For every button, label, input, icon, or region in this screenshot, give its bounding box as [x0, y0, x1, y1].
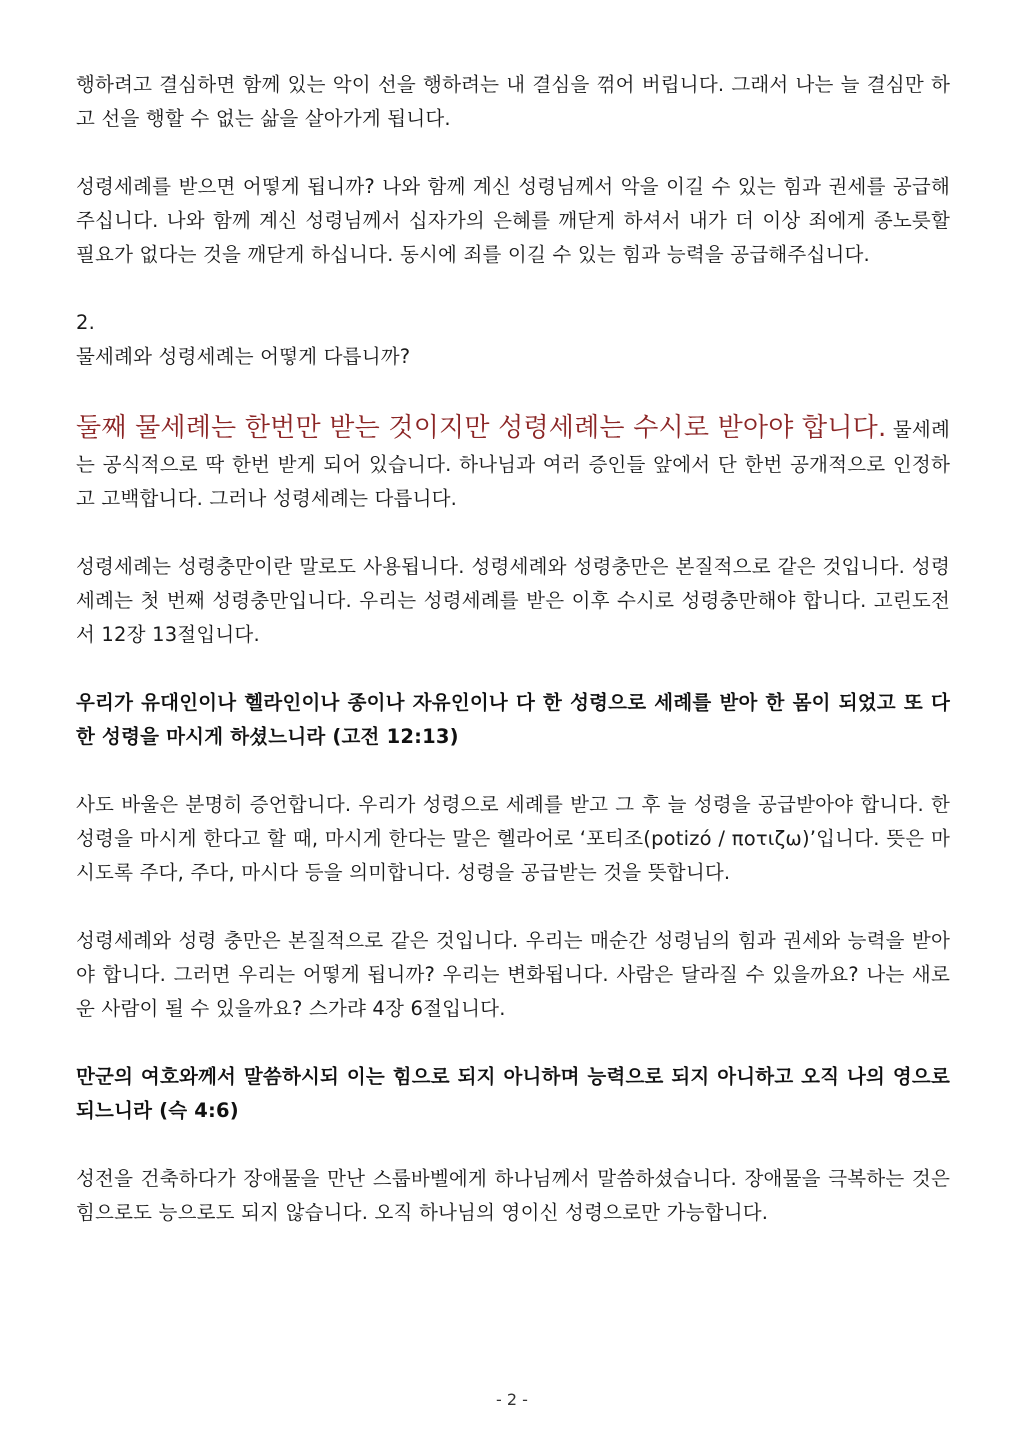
paragraph-3	[76, 408, 950, 516]
page-number: - 2 -	[496, 1390, 528, 1409]
paragraph-4: 성령세례는 성령충만이란 말로도 사용됩니다. 성령세례와 성령충만은 본질적으로 같은 것입니다. 성령세례는 첫 번째 성령충만입니다. 우리는 성령세례를 받은 이후 수시로 성령충만해야 합니다. 고린도전서 12장 13절입니다.	[76, 555, 950, 646]
section-number: 2.	[76, 311, 96, 334]
paragraph-2: 성령세례를 받으면 어떻게 됩니까? 나와 함께 계신 성령님께서 악을 이길 수 있는 힘과 권세를 공급해주십니다. 나와 함께 계신 성령님께서 십자가의 은혜를 깨닫게 하셔서 내가 더 이상 죄에게 종노릇할 필요가 없다는 것을 깨닫게 하십니다. 동시에 죄를 이길 수 있는 힘과 능력을 공급해주십니다.	[76, 175, 950, 266]
section-title: 물세례와 성령세례는 어떻게 다릅니까?	[76, 345, 411, 368]
lead-sentence: 둘째 물세례는 한번만 받는 것이지만 성령세례는 수시로 받아야 합니다.	[76, 413, 887, 443]
bible-verse-2: 만군의 여호와께서 말씀하시되 이는 힘으로 되지 아니하며 능력으로 되지 아니하고 오직 나의 영으로 되느니라 (슥 4:6)	[76, 1065, 950, 1122]
document-page	[76, 68, 950, 1230]
paragraph-6: 성령세례와 성령 충만은 본질적으로 같은 것입니다. 우리는 매순간 성령님의 힘과 권세와 능력을 받아야 합니다. 그러면 우리는 어떻게 됩니까? 우리는 변화됩니다. 사람은 달라질 수 있을까요? 나는 새로운 사람이 될 수 있을까요? 스가랴 4장 6절입니다.	[76, 929, 950, 1020]
paragraph-3-rest: 물세례는 공식적으로 딱 한번 받게 되어 있습니다. 하나님과 여러 증인들 앞에서 단 한번 공개적으로 인정하고 고백합니다. 그러나 성령세례는 다릅니다.	[76, 418, 950, 510]
bible-verse-1: 우리가 유대인이나 헬라인이나 종이나 자유인이나 다 한 성령으로 세례를 받아 한 몸이 되었고 또 다 한 성령을 마시게 하셨느니라 (고전 12:13)	[76, 691, 950, 748]
paragraph-1: 행하려고 결심하면 함께 있는 악이 선을 행하려는 내 결심을 꺾어 버립니다. 그래서 나는 늘 결심만 하고 선을 행할 수 없는 삶을 살아가게 됩니다.	[76, 73, 950, 130]
paragraph-5: 사도 바울은 분명히 증언합니다. 우리가 성령으로 세례를 받고 그 후 늘 성령을 공급받아야 합니다. 한 성령을 마시게 한다고 할 때, 마시게 한다는 말은 헬라어로 ‘포티조(potizó / ποτιζω)’입니다. 뜻은 마시도록 주다, 주다, 마시다 등을 의미합니다. 성령을 공급받는 것을 뜻합니다.	[76, 793, 950, 884]
paragraph-7: 성전을 건축하다가 장애물을 만난 스룹바벨에게 하나님께서 말씀하셨습니다. 장애물을 극복하는 것은 힘으로도 능으로도 되지 않습니다. 오직 하나님의 영이신 성령으로만 가능합니다.	[76, 1167, 950, 1224]
